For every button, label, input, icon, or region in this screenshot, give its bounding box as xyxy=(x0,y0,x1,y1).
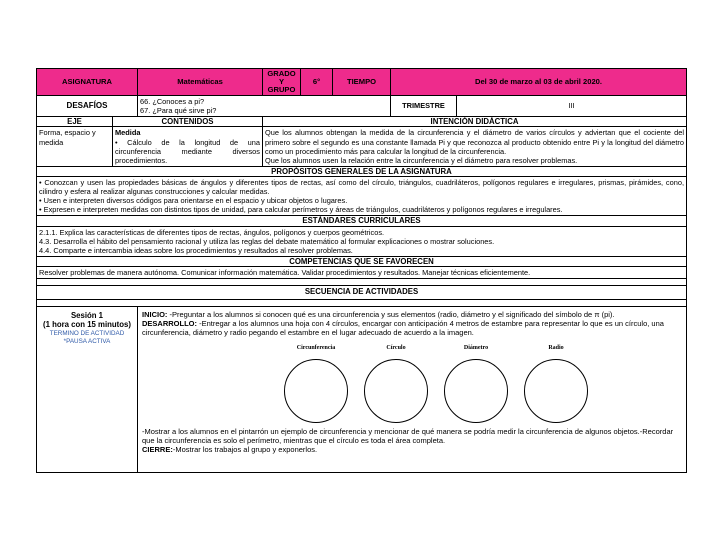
desarrollo-label: DESARROLLO: xyxy=(142,318,197,328)
circle-label: Diámetro xyxy=(463,345,489,352)
secuencia-title-row xyxy=(37,286,687,300)
session-note: TERMINO DE ACTIVIDAD xyxy=(49,329,125,337)
estandares-cell xyxy=(37,226,687,256)
after-paragraph: -Mostrar a los alumnos en el pintarrón un ejemplo de circunferencia y mencionar de qué manera se podría medir la circunferencia de algunos objetos.-Recordar que la circunferencia es solo el perímetro, mientras que el círculo es toda el área completa. xyxy=(142,426,674,445)
asignatura-value: Matemáticas xyxy=(138,69,263,96)
session-cell xyxy=(37,306,138,472)
estandares-row xyxy=(37,226,687,256)
eje-cell: Forma, espacio y medida xyxy=(37,127,113,166)
circles-figure xyxy=(276,345,596,422)
content-row xyxy=(37,127,687,166)
session-time: (1 hora con 15 minutos) xyxy=(43,320,131,330)
circle-icon xyxy=(524,359,588,423)
competencias-title-row xyxy=(37,256,687,267)
desafios-list xyxy=(138,95,391,116)
intencion-header: INTENCIÓN DIDÁCTICA xyxy=(263,116,687,127)
competencias-title: COMPETENCIAS QUE SE FAVORECEN xyxy=(37,256,687,267)
gap-cell xyxy=(37,299,687,306)
competencias-row xyxy=(37,267,687,279)
spacer-cell xyxy=(37,279,687,286)
inicio-text: -Preguntar a los alumnos si conocen qué es una circunferencia y sus elementos (radio, diámetro y el significado del símbolo de π (pi). xyxy=(167,309,615,319)
circle-label: Círculo xyxy=(386,345,406,352)
proposito-item: • Usen e interpreten diversos códigos para orientarse en el espacio y ubicar objetos o lugares. xyxy=(39,196,348,206)
competencias-text: Resolver problemas de manera autónoma. Comunicar información matemática. Validar procedimientos y resultados. Manejar técnicas eficientemente. xyxy=(37,267,687,279)
estandares-title-row xyxy=(37,216,687,227)
spacer-row xyxy=(37,279,687,286)
desafios-row xyxy=(37,95,687,116)
trimestre-value: III xyxy=(457,95,687,116)
cierre-text: -Mostrar los trabajos al grupo y exponerlos. xyxy=(172,444,318,454)
estandares-title: ESTÁNDARES CURRICULARES xyxy=(37,216,687,227)
intencion-p2: Que los alumnos usen la relación entre la circunferencia y el diámetro para resolver problemas. xyxy=(265,155,578,165)
circle-icon xyxy=(444,359,508,423)
contenido-title: Medida xyxy=(115,128,141,138)
estandar-item: 4.3. Desarrolla el hábito del pensamiento racional y utiliza las reglas del debate matemático al formular explicaciones o mostrar soluciones. xyxy=(39,236,495,246)
contenidos-header: CONTENIDOS xyxy=(113,116,263,127)
circle-item xyxy=(356,345,436,422)
proposito-item: • Expresen e interpreten medidas con distintos tipos de unidad, para calcular perímetros y áreas de triángulos, cuadriláteros y polígonos regulares e irregulares. xyxy=(39,205,563,215)
session-title: Sesión 1 xyxy=(70,310,104,320)
column-header-row xyxy=(37,116,687,127)
propositos-title-row xyxy=(37,166,687,177)
asignatura-label: ASIGNATURA xyxy=(37,69,138,96)
propositos-title: PROPÓSITOS GENERALES DE LA ASIGNATURA xyxy=(37,166,687,177)
grado-label: GRADO Y GRUPO xyxy=(263,69,301,96)
contenido-cell xyxy=(113,127,263,166)
trimestre-label: TRIMESTRE xyxy=(391,95,457,116)
contenido-text: • Cálculo de la longitud de una circunferencia mediante diversos procedimientos. xyxy=(115,137,260,165)
header-row xyxy=(37,69,687,96)
cierre-label: CIERRE: xyxy=(142,444,173,454)
inicio-label: INICIO: xyxy=(142,309,168,319)
proposito-item: • Conozcan y usen las propiedades básicas de ángulos y diferentes tipos de rectas, así como del círculo, triángulos, cuadriláteros, polígonos regulares e irregulares, prismas, pirámides, cono, cilindro y esfera al realizar algunas construcciones y calcular medidas. xyxy=(39,178,685,197)
tiempo-label: TIEMPO xyxy=(333,69,391,96)
circle-icon xyxy=(364,359,428,423)
propositos-cell xyxy=(37,177,687,216)
intencion-p1: Que los alumnos obtengan la medida de la circunferencia y el diámetro de varios círculos y adviertan que el cociente del primero sobre el segundo es una constante llamada Pi y que reconozca al producto obtenido entre Pi y la longitud del diámetro como un procedimiento más para calcular la longitud de la circunferencia. xyxy=(265,128,685,156)
circle-item xyxy=(516,345,596,422)
estandar-item: 2.1.1. Explica las características de diferentes tipos de rectas, ángulos, polígonos y cuerpos geométricos. xyxy=(39,227,385,237)
secuencia-title: SECUENCIA DE ACTIVIDADES xyxy=(37,286,687,300)
planning-sheet xyxy=(36,68,686,473)
desafio-item: 67. ¿Para qué sirve pi? xyxy=(140,105,217,115)
intencion-cell xyxy=(263,127,687,166)
gap-row xyxy=(37,299,687,306)
eje-header: EJE xyxy=(37,116,113,127)
circle-item xyxy=(276,345,356,422)
cierre-paragraph xyxy=(142,445,682,454)
grado-value: 6° xyxy=(301,69,333,96)
session-note: *PAUSA ACTIVA xyxy=(63,337,111,345)
circle-label: Circunferencia xyxy=(296,345,336,352)
desarrollo-paragraph xyxy=(142,319,682,337)
circle-label: Radio xyxy=(548,345,564,352)
desafio-item: 66. ¿Conoces a pi? xyxy=(140,96,205,106)
estandar-item: 4.4. Comparte e intercambia ideas sobre los procedimientos y resultados al resolver problemas. xyxy=(39,245,353,255)
inicio-paragraph xyxy=(142,310,682,319)
circle-item xyxy=(436,345,516,422)
planning-table xyxy=(36,68,687,473)
session-row xyxy=(37,306,687,472)
desarrollo-text: -Entregar a los alumnos una hoja con 4 círculos, encargar con anticipación 4 metros de estambre para representar lo que es un círculo, una circunferencia, diámetro y radio pegando el estambre en el lugar adecuado de acuerdo a la imagen. xyxy=(142,318,664,338)
tiempo-value: Del 30 de marzo al 03 de abril 2020. xyxy=(391,69,687,96)
circle-icon xyxy=(284,359,348,423)
propositos-row xyxy=(37,177,687,216)
desafios-label: DESAFÍOS xyxy=(37,95,138,116)
activities-cell xyxy=(138,306,687,472)
